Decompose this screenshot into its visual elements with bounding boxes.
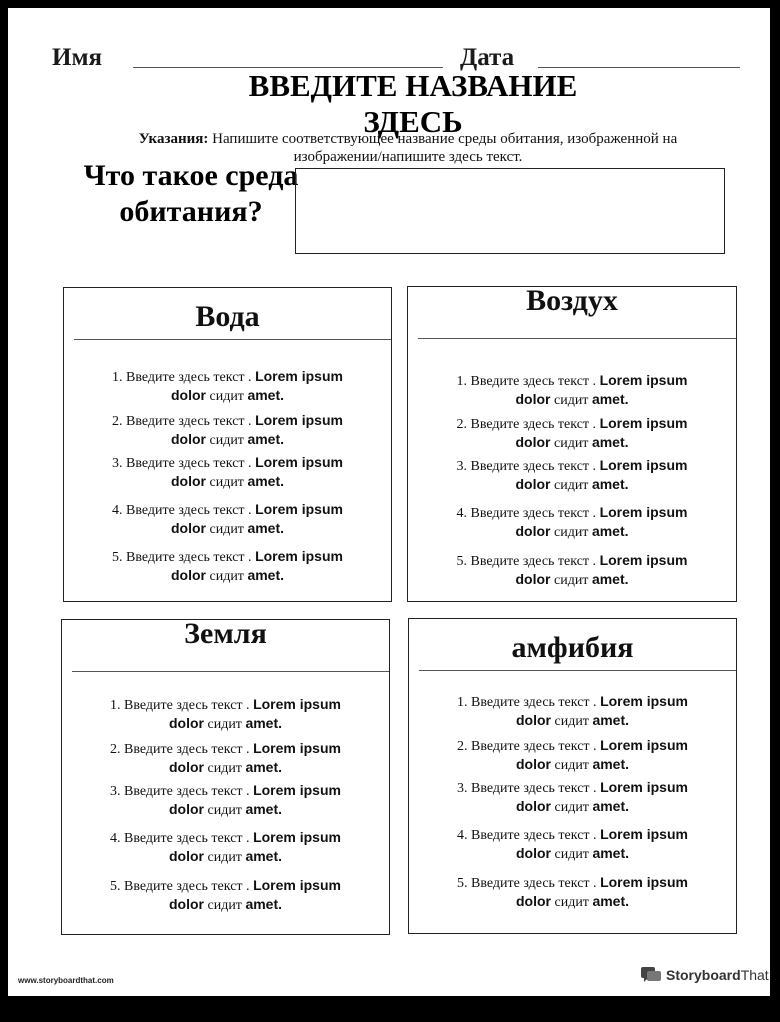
date-label: Дата	[460, 44, 515, 71]
list-item[interactable]: 3. Введите здесь текст . Lorem ipsum dolor сидит amet.	[110, 782, 341, 818]
habitat-card-air	[407, 286, 737, 602]
list-item[interactable]: 4. Введите здесь текст . Lorem ipsum dolor сидит amet.	[457, 826, 688, 862]
storyboard-logo-icon	[640, 966, 662, 984]
list-item[interactable]: 5. Введите здесь текст . Lorem ipsum dolor сидит amet.	[456, 552, 688, 588]
card-title: амфибия	[511, 631, 634, 664]
list-item[interactable]: 1. Введите здесь текст . Lorem ipsum dolor сидит amet.	[110, 696, 341, 732]
list-item[interactable]: 3. Введите здесь текст . Lorem ipsum dolor сидит amet.	[457, 779, 688, 815]
answer-box[interactable]	[295, 168, 725, 254]
footer-brand	[640, 966, 769, 984]
habitat-card-land	[61, 619, 390, 935]
list-item[interactable]: 5. Введите здесь текст . Lorem ipsum dolor сидит amet.	[110, 877, 341, 913]
habitat-card-water	[63, 287, 392, 602]
list-item[interactable]: 2. Введите здесь текст . Lorem ipsum dolor сидит amet.	[112, 412, 343, 448]
instructions-text: Напишите соответствующее название среды обитания, изображенной на изображении/напишите здесь текст.	[212, 131, 678, 165]
list-item[interactable]: 2. Введите здесь текст . Lorem ipsum dolor сидит amet.	[456, 415, 688, 451]
list-item[interactable]: 1. Введите здесь текст . Lorem ipsum dolor сидит amet.	[457, 693, 688, 729]
list-item[interactable]: 2. Введите здесь текст . Lorem ipsum dolor сидит amet.	[110, 740, 341, 776]
card-divider	[419, 670, 736, 671]
question-title: Что такое среда обитания?	[83, 159, 299, 228]
list-item[interactable]: 1. Введите здесь текст . Lorem ipsum dolor сидит amet.	[456, 372, 688, 408]
list-item[interactable]: 1. Введите здесь текст . Lorem ipsum dolor сидит amet.	[112, 368, 343, 404]
card-title: Вода	[195, 300, 260, 333]
footer-url: www.storyboardthat.com	[18, 976, 114, 985]
list-item[interactable]: 5. Введите здесь текст . Lorem ipsum dolor сидит amet.	[112, 548, 343, 584]
brand-name: StoryboardThat	[666, 967, 769, 983]
card-title: Воздух	[526, 284, 618, 317]
card-divider	[418, 338, 736, 339]
list-item[interactable]: 2. Введите здесь текст . Lorem ipsum dolor сидит amet.	[457, 737, 688, 773]
card-title: Земля	[184, 617, 267, 650]
card-divider	[74, 339, 391, 340]
worksheet-title: ВВЕДИТЕ НАЗВАНИЕ ЗДЕСЬ	[248, 68, 578, 139]
list-item[interactable]: 4. Введите здесь текст . Lorem ipsum dolor сидит amet.	[110, 829, 341, 865]
list-item[interactable]: 3. Введите здесь текст . Lorem ipsum dolor сидит amet.	[112, 454, 343, 490]
worksheet-page	[8, 8, 770, 996]
habitat-card-amphibian	[408, 618, 737, 934]
card-divider	[72, 671, 389, 672]
instructions-label: Указания:	[138, 131, 209, 147]
list-item[interactable]: 4. Введите здесь текст . Lorem ipsum dolor сидит amet.	[456, 504, 688, 540]
list-item[interactable]: 5. Введите здесь текст . Lorem ipsum dolor сидит amet.	[457, 874, 688, 910]
name-label: Имя	[52, 44, 102, 71]
list-item[interactable]: 3. Введите здесь текст . Lorem ipsum dolor сидит amet.	[456, 457, 688, 493]
list-item[interactable]: 4. Введите здесь текст . Lorem ipsum dolor сидит amet.	[112, 501, 343, 537]
